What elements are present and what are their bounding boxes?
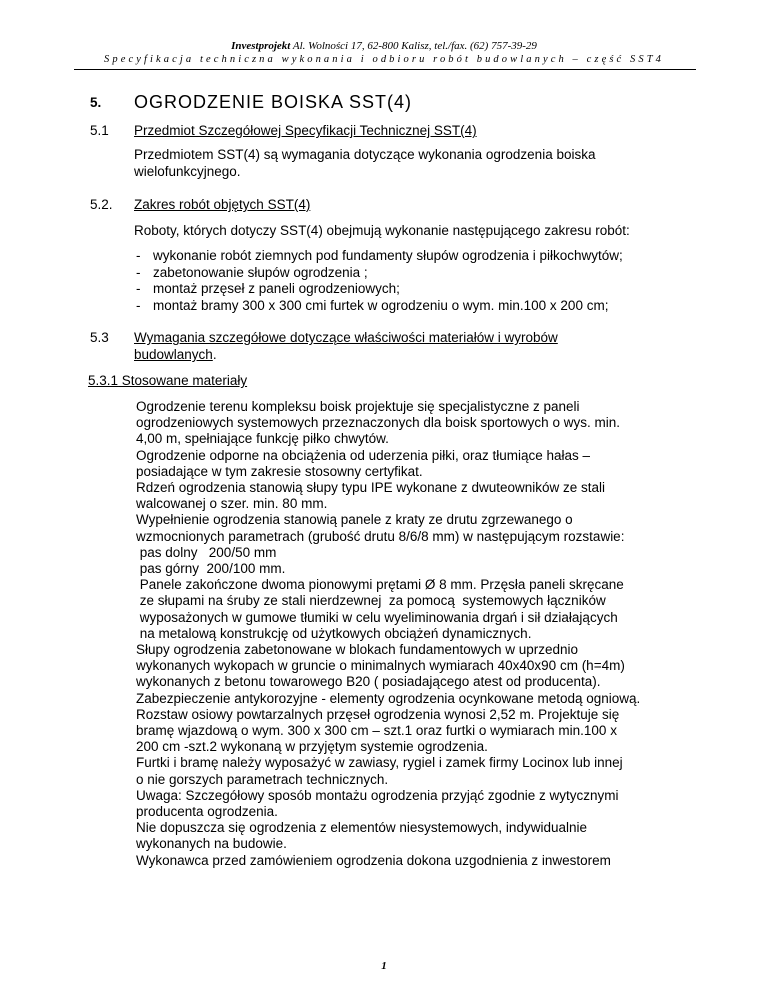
materials-line: pas dolny 200/50 mm [136, 544, 277, 560]
scope-bullet-list [136, 248, 623, 314]
materials-line: Ogrodzenie terenu kompleksu boisk projektuje się specjalistyczne z paneli [136, 399, 580, 414]
section-5-1-line-1: Przedmiotem SST(4) są wymagania dotyczące wykonania ogrodzenia boiska [134, 147, 596, 162]
header-divider [74, 69, 696, 70]
list-item: - wykonanie robót ziemnych pod fundamenty słupów ogrodzenia i piłkochwytów; [136, 248, 623, 263]
company-address: Al. Wolności 17, 62-800 Kalisz, tel./fax. (62) 757-39-29 [292, 40, 537, 52]
section-5-2-intro: Roboty, których dotyczy SST(4) obejmują wykonanie następującego zakresu robót: [134, 223, 630, 238]
materials-line: 4,00 m, spełniające funkcję piłko chwytów. [136, 431, 389, 447]
materials-line: Uwaga: Szczegółowy sposób montażu ogrodzenia przyjąć zgodnie z wytycznymi [136, 787, 619, 803]
section-5-title: OGRODZENIE BOISKA SST(4) [134, 92, 413, 112]
section-5-3-title-line-2 [134, 347, 217, 364]
materials-line: wykonanych wykopach w gruncie o minimalnych wymiarach 40x40x90 cm (h=4m) [136, 658, 625, 674]
section-5-2-number: 5.2. [90, 197, 113, 212]
page-header-company [0, 40, 768, 53]
section-5-1-line-2: wielofunkcyjnego. [134, 164, 241, 179]
materials-line: Panele zakończone dwoma pionowymi prętami Ø 8 mm. Przęsła paneli skręcane [136, 577, 624, 593]
section-5-3-1-title: Stosowane materiały [118, 373, 248, 388]
section-5-1-title: Przedmiot Szczegółowej Specyfikacji Technicznej SST(4) [134, 123, 477, 138]
materials-line: wyposażonych w gumowe tłumiki w celu wyeliminowania drgań i sił działających [136, 609, 618, 625]
materials-line: Zabezpieczenie antykorozyjne - elementy ogrodzenia ocynkowane metodą ogniową. [136, 690, 641, 706]
materials-line: wykonanych na budowie. [136, 836, 287, 852]
materials-line: Ogrodzenie odporne na obciążenia od uderzenia piłki, oraz tłumiące hałas – [136, 447, 591, 463]
list-item-text: wykonanie robót ziemnych pod fundamenty słupów ogrodzenia i piłkochwytów; [153, 248, 623, 263]
materials-line: walcowanej o szer. min. 80 mm. [136, 496, 328, 512]
materials-line: wykonanych z betonu towarowego B20 ( posiadającego atest od producenta). [136, 674, 601, 690]
list-item: - montaż przęseł z paneli ogrodzeniowych; [136, 281, 400, 296]
materials-line: 200 cm -szt.2 wykonaną w przyjętym systemie ogrodzenia. [136, 739, 488, 755]
materials-line: Wykonawca przed zamówieniem ogrodzenia dokona uzgodnienia z inwestorem [136, 852, 611, 868]
materials-line: ogrodzeniowych systemowych przeznaczonych dla boisk sportowych o wys. min. [136, 415, 620, 431]
list-item-text: montaż bramy 300 x 300 cmi furtek w ogrodzeniu o wym. min.100 x 200 cm; [153, 297, 609, 313]
materials-line: Wypełnienie ogrodzenia stanowią panele z kraty ze drutu zgrzewanego o [136, 512, 573, 528]
materials-text [136, 399, 640, 869]
section-5-3-1-heading [88, 373, 247, 390]
materials-line: o nie gorszych parametrach technicznych. [136, 771, 389, 787]
list-item-text: zabetonowanie słupów ogrodzenia ; [153, 264, 368, 280]
page-header-subtitle: Specyfikacja techniczna wykonania i odbioru robót budowlanych – część SST4 [104, 54, 664, 65]
materials-line: Rozstaw osiowy powtarzalnych przęseł ogrodzenia wynosi 2,52 m. Projektuje się [136, 706, 620, 722]
list-item: - zabetonowanie słupów ogrodzenia ; [136, 264, 368, 280]
section-5-2-title: Zakres robót objętych SST(4) [134, 197, 311, 212]
materials-line: ze słupami na śruby ze stali nierdzewnej za pomocą systemowych łączników [136, 593, 606, 609]
materials-line: pas górny 200/100 mm. [136, 561, 286, 577]
list-item: - montaż bramy 300 x 300 cmi furtek w ogrodzeniu o wym. min.100 x 200 cm; [136, 297, 609, 313]
materials-line: posiadające w tym zakresie stosowny certyfikat. [136, 463, 423, 479]
materials-line: Rdzeń ogrodzenia stanowią słupy typu IPE wykonane z dwuteowników ze stali [136, 480, 606, 496]
section-5-3-number: 5.3 [90, 330, 109, 345]
materials-line: Nie dopuszcza się ogrodzenia z elementów niesystemowych, indywidualnie [136, 820, 587, 836]
section-5-3-title-line-1: Wymagania szczegółowe dotyczące właściwości materiałów i wyrobów [134, 330, 558, 345]
section-5-3-1-number: 5.3.1 [88, 373, 119, 388]
materials-line: wzmocnionych parametrach (grubość drutu 8/6/8 mm) w następującym rozstawie: [136, 528, 625, 544]
materials-line: Furtki i bramę należy wyposażyć w zawiasy, rygiel i zamek firmy Locinox lub innej [136, 755, 623, 771]
materials-line: Słupy ogrodzenia zabetonowane w blokach fundamentowych w uprzednio [136, 642, 579, 658]
list-item-text: montaż przęseł z paneli ogrodzeniowych; [153, 281, 400, 296]
materials-line: na metalową konstrukcję od użytkowych obciążeń dynamicznych. [136, 625, 532, 641]
section-5-1-number: 5.1 [90, 123, 109, 138]
materials-line: producenta ogrodzenia. [136, 804, 278, 820]
materials-line: bramę wjazdową o wym. 300 x 300 cm – szt.1 oraz furtki o wymiarach min.100 x [136, 723, 617, 739]
section-5-3-title-end: . [212, 347, 217, 362]
section-5-3-title-line-2-text: budowlanych [134, 347, 213, 362]
page-number: 1 [381, 960, 387, 972]
section-5-number: 5. [90, 95, 102, 110]
company-name: Investprojekt [231, 40, 291, 52]
